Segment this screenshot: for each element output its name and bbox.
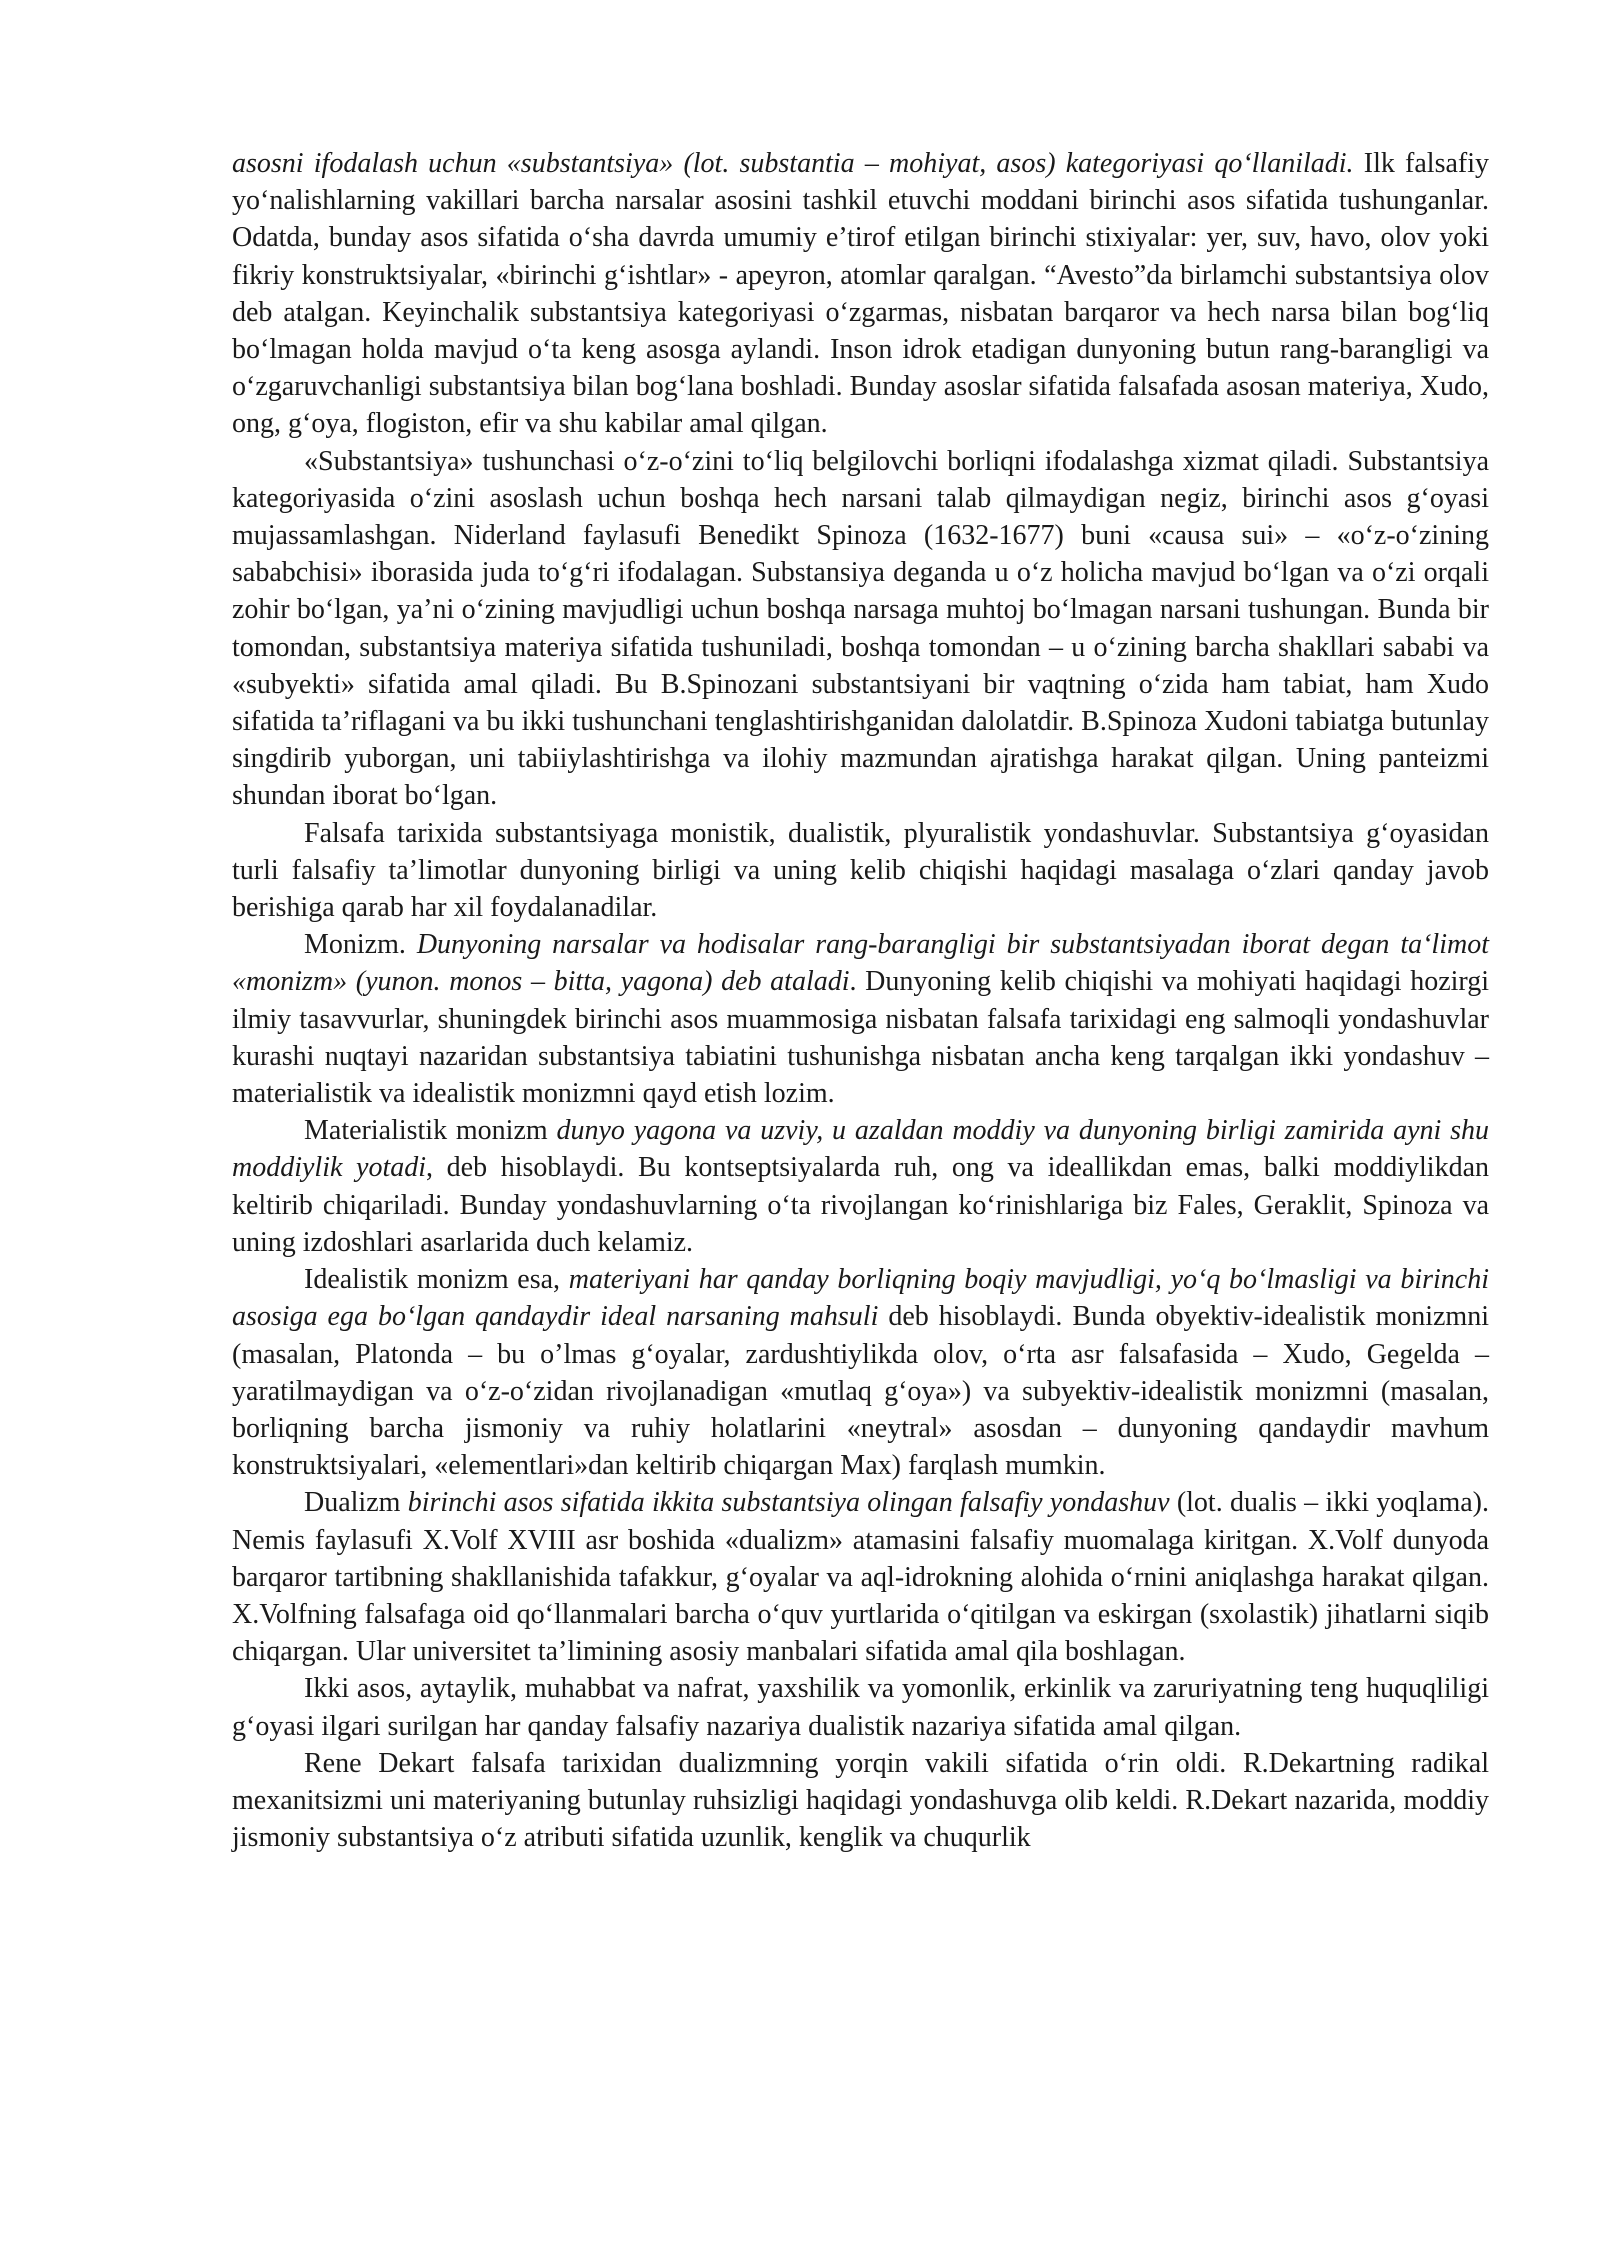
document-page	[232, 145, 1489, 1856]
text-segment: Falsafa tarixida substantsiyaga monistik, dualistik, plyuralistik yondashuvlar. Substantsiya g‘oyasidan turli falsafiy ta’limotlar dunyoning birligi va uning kelib chiqishi haqidagi masalaga o‘zlari qanday javob berishiga qarab har xil foydalanadilar.	[232, 817, 1489, 924]
paragraph-8	[232, 1670, 1489, 1744]
text-segment: Ilk falsafiy yo‘nalishlarning vakillari barcha narsalar asosini tashkil etuvchi moddani birinchi asos sifatida tushunganlar. Odatda, bunday asos sifatida o‘sha davrda umumiy e’tirof etilgan birinchi stixiyalar: yer, suv, havo, olov yoki fikriy konstruktsiyalar, «birinchi g‘ishtlar» - apeyron, atomlar qaralgan. “Avesto”da birlamchi substantsiya olov deb atalgan. Keyinchalik substantsiya kategoriyasi o‘zgarmas, nisbatan barqaror va hech narsa bilan bog‘liq bo‘lmagan holda mavjud o‘ta keng asosga aylandi. Inson idrok etadigan dunyoning butun rang-barangligi va o‘zgaruvchanligi substantsiya bilan bog‘lana boshladi. Bunday asoslar sifatida falsafada asosan materiya, Xudo, ong, g‘oya, flogiston, efir va shu kabilar amal qilgan.	[232, 148, 1490, 440]
text-segment: Idealistik monizm esa,	[304, 1264, 569, 1296]
text-segment: Materialistik monizm	[304, 1115, 557, 1147]
text-segment: Dualizm	[304, 1487, 408, 1519]
italic-text: birinchi asos sifatida ikkita substantsiya olingan falsafiy yondashuv	[407, 1487, 1170, 1519]
paragraph-2	[232, 443, 1489, 815]
text-segment: Monizm.	[304, 929, 417, 961]
paragraph-4	[232, 926, 1489, 1112]
paragraph-9	[232, 1745, 1489, 1857]
text-segment: . Dunyoning kelib chiqishi va mohiyati haqidagi hozirgi ilmiy tasavvurlar, shuningdek birinchi asos muammosiga nisbatan falsafa tarixidagi eng salmoqli yondashuvlar kurashi nuqtayi nazaridan substantsiya tabiatini tushunishga nisbatan ancha keng tarqalgan ikki yondashuv – materialistik va idealistik monizmni qayd etish lozim.	[232, 966, 1489, 1110]
italic-text: materiyani har qanday borliqning boqiy mavjudligi, yo‘q bo‘lmasligi va birinchi asosiga ega bo‘lgan qandaydir ideal narsaning mahsuli	[232, 1264, 1489, 1333]
paragraph-3	[232, 815, 1489, 927]
paragraph-5	[232, 1112, 1489, 1261]
text-segment: , deb hisoblaydi. Bu kontseptsiyalarda ruh, ong va ideallikdan emas, balki moddiylikdan keltirib chiqariladi. Bunday yondashuvlarning o‘ta rivojlangan ko‘rinishlariga biz Fales, Geraklit, Spinoza va uning izdoshlari asarlarida duch kelamiz.	[232, 1152, 1489, 1258]
text-segment: (lot. dualis – ikki yoqlama). Nemis faylasufi X.Volf XVIII asr boshida «dualizm» atamasini falsafiy muomalaga kiritgan. X.Volf dunyoda barqaror tartibning shakllanishida tafakkur, g‘oyalar va aql-idrokning alohida o‘rnini aniqlashga harakat qilgan. X.Volfning falsafaga oid qo‘llanmalari barcha o‘quv yurtlarida o‘qitilgan va eskirgan (sxolastik) jihatlarni siqib chiqargan. Ular universitet ta’limining asosiy manbalari sifatida amal qila boshlagan.	[232, 1487, 1490, 1668]
text-segment: Ikki asos, aytaylik, muhabbat va nafrat, yaxshilik va yomonlik, erkinlik va zaruriyatning teng huquqliligi g‘oyasi ilgari surilgan har qanday falsafiy nazariya dualistik nazariya sifatida amal qilgan.	[232, 1673, 1489, 1742]
text-segment: deb hisoblaydi. Bunda obyektiv-idealistik monizmni (masalan, Platonda – bu o’lmas g‘oyalar, zardushtiylikda olov, o‘rta asr falsafasida – Xudo, Gegelda – yaratilmaydigan va o‘z-o‘zidan rivojlanadigan «mutlaq g‘oya») va subyektiv-idealistik monizmni (masalan, borliqning barcha jismoniy va ruhiy holatlarini «neytral» asosdan – dunyoning qandaydir mavhum konstruktsiyalari, «elementlari»dan keltirib chiqargan Max) farqlash mumkin.	[232, 1301, 1489, 1482]
paragraph-1	[232, 145, 1489, 443]
italic-text: dunyo yagona va uzviy, u azaldan moddiy va dunyoning birligi zamirida ayni shu moddiylik yotadi	[232, 1115, 1489, 1184]
text-segment: Rene Dekart falsafa tarixidan dualizmning yorqin vakili sifatida o‘rin oldi. R.Dekartning radikal mexanitsizmi uni materiyaning butunlay ruhsizligi haqidagi yondashuvga olib keldi. R.Dekart nazarida, moddiy jismoniy substantsiya o‘z atributi sifatida uzunlik, kenglik va chuqurlik	[232, 1747, 1489, 1854]
italic-text: Dunyoning narsalar va hodisalar rang-barangligi bir substantsiyadan iborat degan ta‘limot «monizm» (yunon. monos – bitta, yagona) deb ataladi	[232, 929, 1489, 998]
italic-text: asosni ifodalash uchun «substantsiya» (lot. substantia – mohiyat, asos) kategoriyasi qo‘llaniladi.	[232, 148, 1354, 179]
paragraph-7	[232, 1484, 1489, 1670]
paragraph-6	[232, 1261, 1489, 1484]
text-segment: «Substantsiya» tushunchasi o‘z-o‘zini to‘liq belgilovchi borliqni ifodalashga xizmat qiladi. Substantsiya kategoriyasida o‘zini asoslash uchun boshqa hech narsani talab qilmaydigan negiz, birinchi asos g‘oyasi mujassamlashgan. Niderland faylasufi Benedikt Spinoza (1632-1677) buni «causa sui» – «o‘z-o‘zining sababchisi» iborasida juda to‘g‘ri ifodalagan. Substansiya deganda u o‘z holicha mavjud bo‘lgan va o‘zi orqali zohir bo‘lgan, ya’ni o‘zining mavjudligi uchun boshqa narsaga muhtoj bo‘lmagan narsani tushungan. Bunda bir tomondan, substantsiya materiya sifatida tushuniladi, boshqa tomondan – u o‘zining barcha shakllari sababi va «subyekti» sifatida amal qiladi. Bu B.Spinozani substantsiyani bir vaqtning o‘zida ham tabiat, ham Xudo sifatida ta’riflagani va bu ikki tushunchani tenglashtirishganidan dalolatdir. B.Spinoza Xudoni tabiatga butunlay singdirib yuborgan, uni tabiiylashtirishga va ilohiy mazmundan ajratishga harakat qilgan. Uning panteizmi shundan iborat bo‘lgan.	[232, 445, 1489, 812]
